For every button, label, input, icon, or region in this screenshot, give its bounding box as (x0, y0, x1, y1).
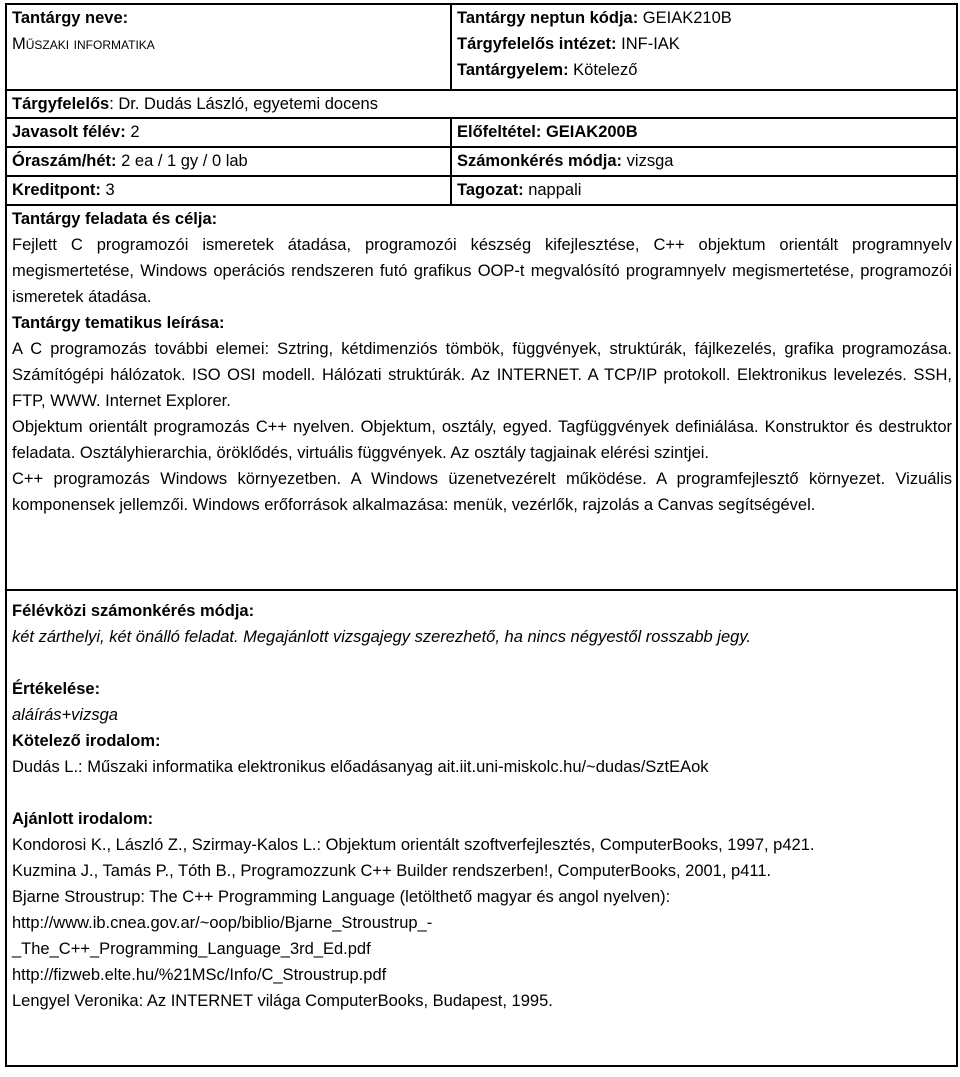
topics-label: Tantárgy tematikus leírása: (12, 314, 225, 332)
midterm-text: két zárthelyi, két önálló feladat. Megajánlott vizsgajegy szerezhető, ha nincs négyestől rosszabb jegy. (12, 628, 751, 646)
recommended-item-1: Kondorosi K., László Z., Szirmay-Kalos L.: Objektum orientált szoftverfejlesztés, ComputerBooks, 1997, p421. (12, 836, 815, 854)
course-name-label: Tantárgy neve: (12, 9, 129, 27)
recommended-item-5: _The_C++_Programming_Language_3rd_Ed.pdf (12, 940, 371, 958)
element-label: Tantárgyelem: (457, 61, 569, 79)
section-label: Tagozat: (457, 181, 524, 199)
neptun-value: GEIAK210B (642, 9, 732, 27)
recommended-item-6: http://fizweb.elte.hu/%21MSc/Info/C_Stroustrup.pdf (12, 966, 387, 984)
recommended-item-2: Kuzmina J., Tamás P., Tóth B., Programozzunk C++ Builder rendszerben!, ComputerBooks, 2001, p411. (12, 862, 772, 880)
section-value: nappali (523, 181, 582, 199)
course-meta-cell (451, 4, 957, 90)
credit-label: Kreditpont: (12, 181, 101, 199)
recommended-literature-label: Ajánlott irodalom: (12, 810, 154, 828)
midterm-label: Félévközi számonkérés módja: (12, 602, 255, 620)
exam-value: vizsga (622, 152, 674, 170)
recommended-item-7: Lengyel Veronika: Az INTERNET világa ComputerBooks, Budapest, 1995. (12, 992, 553, 1010)
responsible-cell (6, 90, 957, 118)
exam-label: Számonkérés módja: (457, 152, 623, 170)
semester-cell (6, 118, 451, 147)
prereq-value: GEIAK200B (541, 123, 638, 141)
goal-topics-cell (6, 205, 957, 590)
semester-value: 2 (125, 123, 140, 141)
neptun-label: Tantárgy neptun kódja: (457, 9, 639, 27)
syllabus-table (5, 3, 958, 1067)
topics-paragraph-1: A C programozás további elemei: Sztring, kétdimenziós tömbök, függvények, struktúrák, fájlkezelés, grafika programozása. Számítógépi hálózatok. ISO OSI modell. Hálózati struktúrák. Az INTERNET. A TCP/IP protokoll. Elektronikus levelezés. SSH, FTP, WWW. Internet Explorer. (12, 340, 952, 410)
exam-cell (451, 147, 957, 176)
assessment-literature-cell (6, 590, 957, 1066)
hours-cell (6, 147, 451, 176)
course-name-value: Műszaki informatika (12, 35, 155, 53)
recommended-item-4: http://www.ib.cnea.gov.ar/~oop/biblio/Bjarne_Stroustrup_- (12, 914, 433, 932)
goal-text: Fejlett C programozói ismeretek átadása, programozói készség kifejlesztése, C++ objektum orientált programnyelv megismertetése, Windows operációs rendszeren futó grafikus OOP-t megvalósító programnyelv megismertetése, programozói ismeretek átadása. (12, 236, 952, 306)
credit-value: 3 (100, 181, 115, 199)
eval-label: Értékelése: (12, 680, 101, 698)
credit-cell (6, 176, 451, 205)
responsible-value: : Dr. Dudás László, egyetemi docens (109, 95, 378, 113)
required-literature-text: Dudás L.: Műszaki informatika elektronikus előadásanyag ait.iit.uni-miskolc.hu/~dudas/SztEAok (12, 758, 709, 776)
topics-paragraph-3: C++ programozás Windows környezetben. A Windows üzenetvezérelt működése. A programfejlesztő környezet. Vizuális komponensek jellemzői. Windows erőforrások alkalmazása: menük, vezérlők, rajzolás a Canvas segítségével. (12, 470, 952, 514)
required-literature-label: Kötelező irodalom: (12, 732, 161, 750)
section-cell (451, 176, 957, 205)
responsible-label: Tárgyfelelős (12, 95, 110, 113)
prereq-label: Előfeltétel: (457, 123, 542, 141)
recommended-item-3: Bjarne Stroustrup: The C++ Programming Language (letölthető magyar és angol nyelven): (12, 888, 671, 906)
semester-label: Javasolt félév: (12, 123, 126, 141)
topics-paragraph-2: Objektum orientált programozás C++ nyelven. Objektum, osztály, egyed. Tagfüggvények definiálása. Konstruktor és destruktor feladata. Osztályhierarchia, öröklődés, virtuális függvények. Az osztály tagjainak elérési szintjei. (12, 418, 952, 462)
course-name-cell (6, 4, 451, 90)
goal-label: Tantárgy feladata és célja: (12, 210, 218, 228)
institute-label: Tárgyfelelős intézet: (457, 35, 617, 53)
hours-value: 2 ea / 1 gy / 0 lab (116, 152, 248, 170)
hours-label: Óraszám/hét: (12, 152, 117, 170)
eval-text: aláírás+vizsga (12, 706, 118, 724)
prereq-cell (451, 118, 957, 147)
element-value: Kötelező (573, 61, 638, 79)
institute-value: INF-IAK (621, 35, 680, 53)
